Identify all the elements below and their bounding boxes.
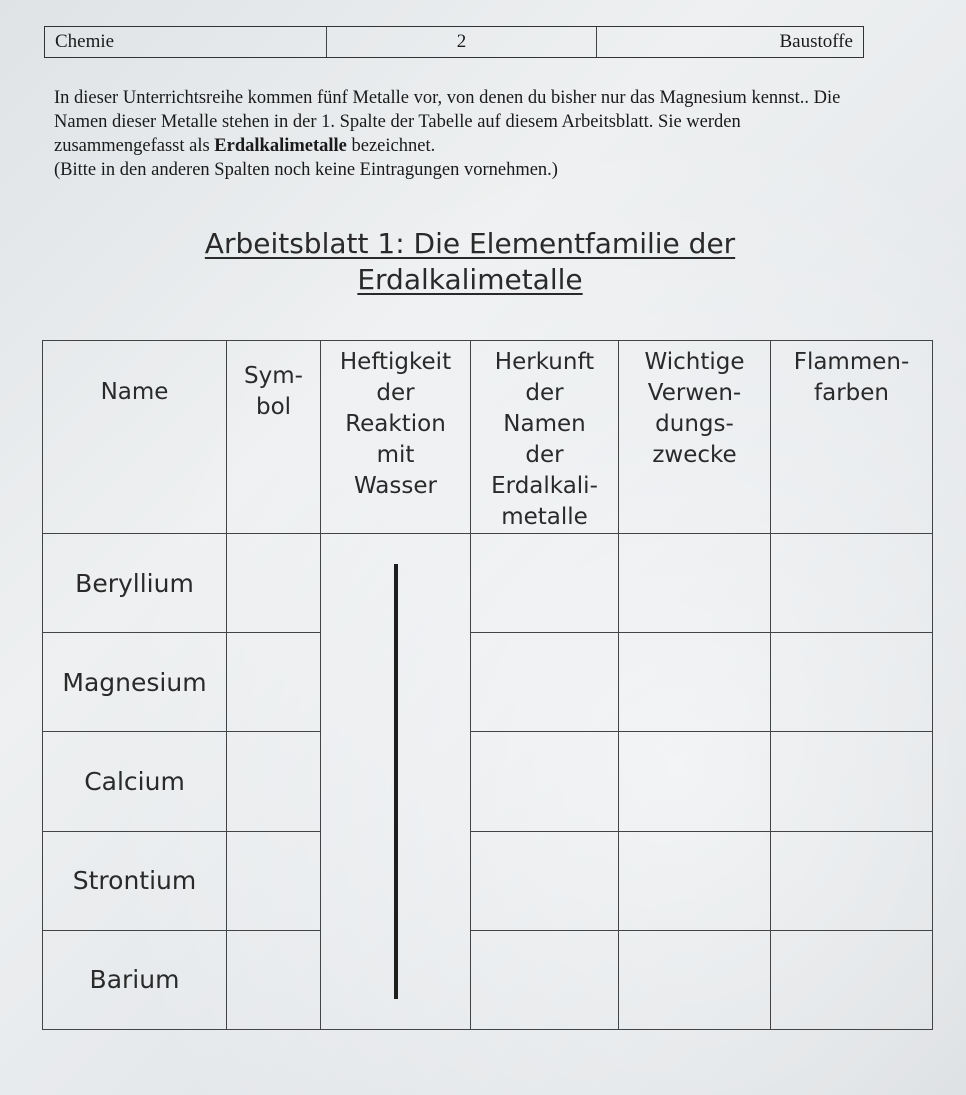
- flame-color-cell[interactable]: [771, 633, 933, 732]
- header-bar: [44, 26, 864, 58]
- element-name: Strontium: [43, 831, 227, 930]
- symbol-cell[interactable]: [227, 831, 321, 930]
- symbol-cell[interactable]: [227, 732, 321, 831]
- origin-cell[interactable]: [471, 633, 619, 732]
- element-name: Calcium: [43, 732, 227, 831]
- element-name: Beryllium: [43, 534, 227, 633]
- intro-bold-term: Erdalkalimetalle: [214, 136, 347, 156]
- symbol-cell[interactable]: [227, 534, 321, 633]
- uses-cell[interactable]: [619, 534, 771, 633]
- intro-note: (Bitte in den anderen Spalten noch keine Eintragungen vornehmen.): [54, 160, 558, 180]
- symbol-cell[interactable]: [227, 633, 321, 732]
- worksheet-title: [100, 226, 840, 298]
- uses-cell[interactable]: [619, 732, 771, 831]
- flame-color-cell[interactable]: [771, 831, 933, 930]
- header-flame-colors: Flammen- farben: [771, 341, 933, 534]
- header-uses: Wichtige Verwen- dungs- zwecke: [619, 341, 771, 534]
- uses-cell[interactable]: [619, 831, 771, 930]
- header-origin: Herkunft der Namen der Erdalkali- metalle: [471, 341, 619, 534]
- elements-table: [42, 340, 933, 1030]
- flame-color-cell[interactable]: [771, 732, 933, 831]
- table-row: [43, 831, 933, 930]
- intro-line1-end: bezeichnet.: [351, 136, 436, 156]
- element-name: Magnesium: [43, 633, 227, 732]
- table-header-row: [43, 341, 933, 534]
- header-name: Name: [43, 341, 227, 534]
- intro-line1: In dieser Unterrichtsreihe kommen fünf Metalle vor, von denen du bisher nur das Magnesium kennst.. Die Namen dieser Metalle stehen in der 1. Spalte der Tabelle auf diesem Arbeitsblatt. Sie werden zusammengefasst als: [54, 88, 841, 156]
- header-subject: Chemie: [45, 27, 327, 57]
- header-reaction: Heftigkeit der Reaktion mit Wasser: [321, 341, 471, 534]
- symbol-cell[interactable]: [227, 930, 321, 1029]
- intro-paragraph: [54, 86, 874, 158]
- origin-cell[interactable]: [471, 930, 619, 1029]
- title-line1: Arbeitsblatt 1: Die Elementfamilie der: [204, 227, 736, 260]
- origin-cell[interactable]: [471, 831, 619, 930]
- uses-cell[interactable]: [619, 930, 771, 1029]
- intro-text: [54, 86, 874, 182]
- element-name: Barium: [43, 930, 227, 1029]
- table-row: [43, 930, 933, 1029]
- header-symbol: Sym- bol: [227, 341, 321, 534]
- reaction-scale-line: [394, 564, 398, 1000]
- table-row: [43, 534, 933, 633]
- origin-cell[interactable]: [471, 732, 619, 831]
- reaction-cell: [321, 534, 471, 1030]
- table-row: [43, 732, 933, 831]
- table-row: [43, 633, 933, 732]
- uses-cell[interactable]: [619, 633, 771, 732]
- flame-color-cell[interactable]: [771, 534, 933, 633]
- header-page-number: 2: [327, 27, 597, 57]
- header-topic: Baustoffe: [779, 31, 853, 52]
- flame-color-cell[interactable]: [771, 930, 933, 1029]
- origin-cell[interactable]: [471, 534, 619, 633]
- title-line2: Erdalkalimetalle: [357, 263, 583, 296]
